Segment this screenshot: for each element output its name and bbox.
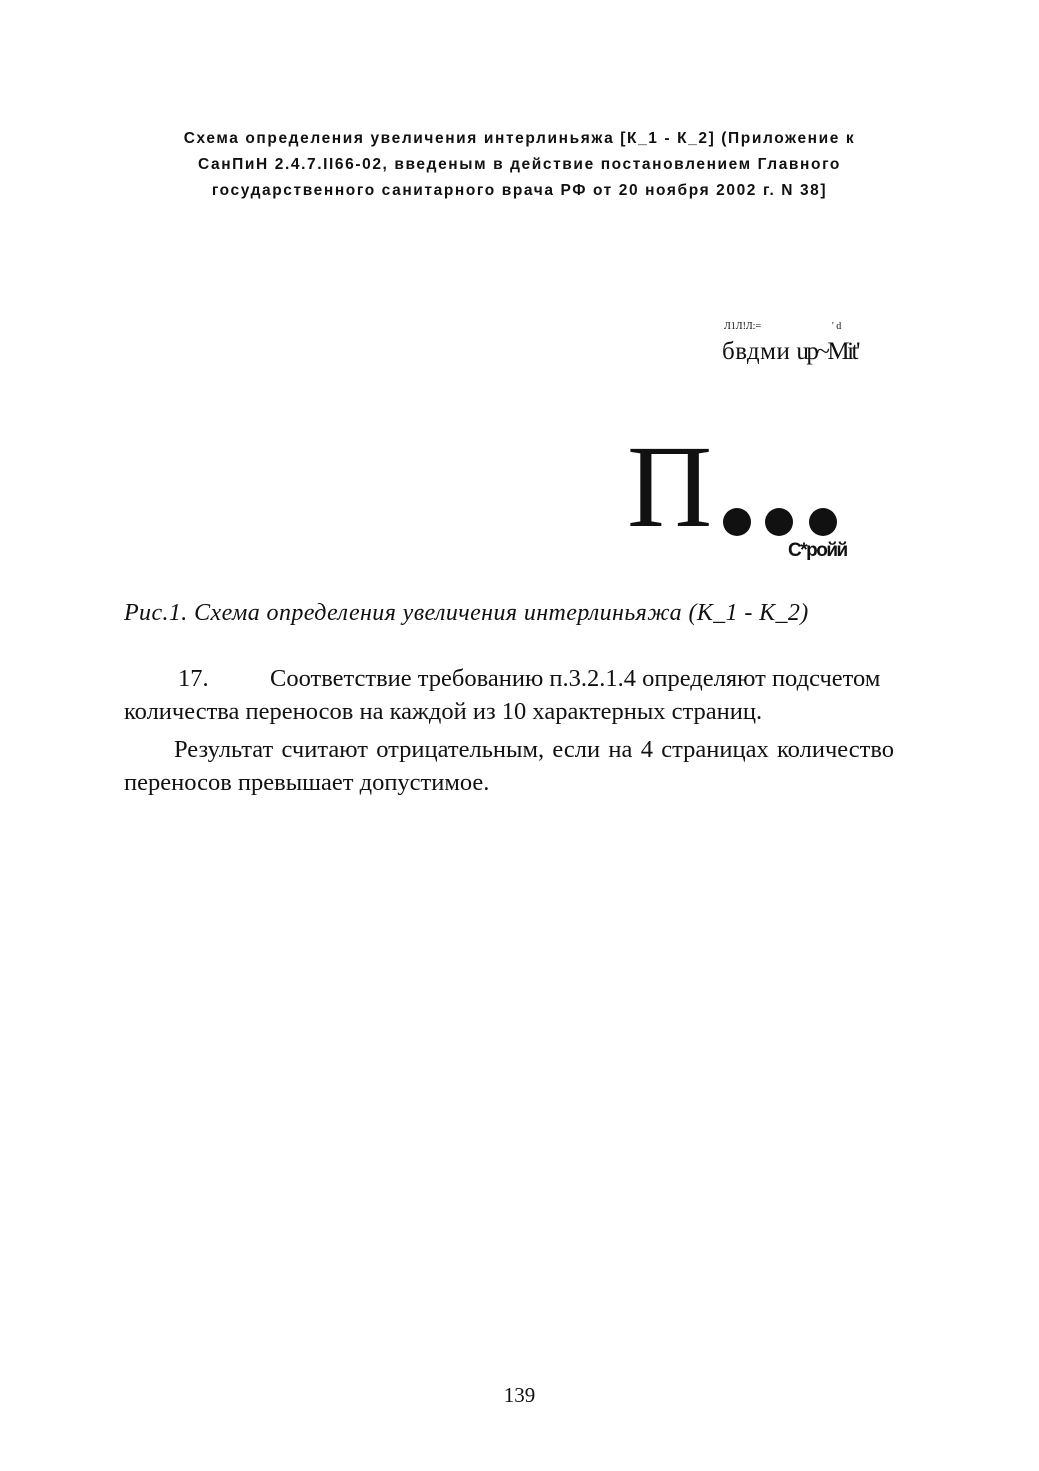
figure-caption: Рис.1. Схема определения увеличения интерлиньяжа (К_1 - К_2) — [124, 600, 809, 626]
paragraph-1-line-1: Соответствие требованию п.3.2.1.4 определяют подсчетом — [270, 665, 881, 692]
figure-dot — [809, 508, 837, 536]
heading-line-1: Схема определения увеличения интерлиньяжа [К_1 - К_2] (Приложение к — [183, 130, 856, 147]
paragraph-2: Результат считают отрицательным, если на 4 страницах количество переносов превышает допустимое. — [124, 736, 894, 796]
figure-small-text-left: Л1Л!Л:= — [724, 321, 762, 332]
heading-line-3: государственного санитарного врача РФ от 20 ноября 2002 г. N 38] — [211, 182, 828, 199]
paragraph-number: 17. — [178, 665, 209, 692]
figure-mid-text-a: бвдми — [722, 338, 791, 365]
figure-small-text — [724, 321, 842, 332]
figure-small-text-right: ' d — [832, 321, 842, 332]
figure-dot — [765, 508, 793, 536]
page-number: 139 — [503, 1383, 536, 1407]
figure-dot — [723, 508, 751, 536]
figure-big-letter: П — [627, 421, 713, 552]
figure-ellipsis-dots — [723, 508, 873, 538]
figure-mid-text — [722, 338, 858, 366]
heading-line-2: СанПиН 2.4.7.II66-02, введеным в действие постановлением Главного — [197, 156, 842, 173]
figure-mid-text-b: up~Mit' — [796, 338, 858, 365]
document-heading — [100, 126, 939, 204]
paragraph-1-line-2: количества переносов на каждой из 10 характерных страниц. — [124, 698, 763, 725]
figure-bottom-label: С*ройй — [788, 540, 847, 561]
